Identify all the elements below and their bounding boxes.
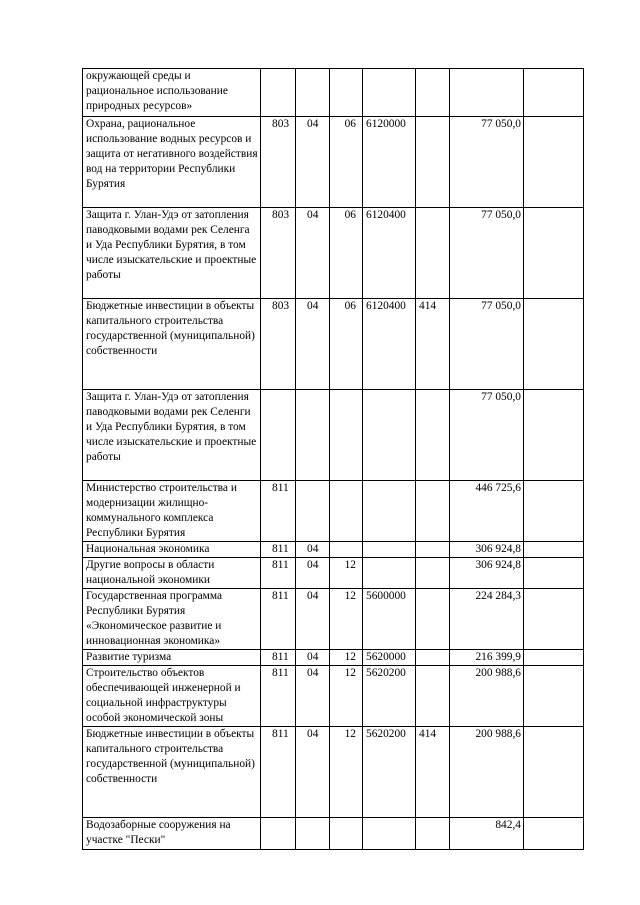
cell-article-code	[363, 818, 416, 850]
budget-table	[82, 68, 584, 850]
cell-amount: 446 725,6	[450, 481, 524, 542]
cell-amount: 306 924,8	[450, 542, 524, 558]
cell-expense-type-code	[416, 650, 450, 666]
cell-section-code: 04	[296, 117, 330, 208]
cell-expense-type-code	[416, 481, 450, 542]
cell-name: Министерство строительства и модернизации жилищно-коммунального комплекса Республики Бурятия	[83, 481, 261, 542]
cell-subsection-code: 12	[330, 666, 363, 727]
cell-section-code: 04	[296, 727, 330, 818]
cell-name: Государственная программа Республики Бурятия «Экономическое развитие и инновационная экономика»	[83, 589, 261, 650]
cell-expense-type-code	[416, 818, 450, 850]
cell-amount: 77 050,0	[450, 117, 524, 208]
table-row	[83, 666, 584, 727]
cell-ministry-code	[261, 390, 296, 481]
cell-extra	[524, 650, 584, 666]
cell-extra	[524, 818, 584, 850]
cell-name: Развитие туризма	[83, 650, 261, 666]
table-row	[83, 727, 584, 818]
cell-ministry-code	[261, 818, 296, 850]
cell-expense-type-code	[416, 542, 450, 558]
cell-ministry-code: 803	[261, 208, 296, 299]
cell-extra	[524, 117, 584, 208]
cell-expense-type-code: 414	[416, 299, 450, 390]
cell-name: Охрана, рациональное использование водных ресурсов и защита от негативного воздействия вод на территории Республики Бурятия	[83, 117, 261, 208]
cell-ministry-code: 811	[261, 727, 296, 818]
cell-extra	[524, 589, 584, 650]
cell-extra	[524, 69, 584, 117]
cell-ministry-code: 811	[261, 650, 296, 666]
cell-extra	[524, 208, 584, 299]
cell-section-code: 04	[296, 558, 330, 589]
cell-ministry-code: 811	[261, 542, 296, 558]
cell-section-code: 04	[296, 589, 330, 650]
cell-section-code	[296, 69, 330, 117]
cell-expense-type-code	[416, 117, 450, 208]
cell-name: Защита г. Улан-Удэ от затопления паводковыми водами рек Селенга и Уда Республики Бурятия, в том числе изыскательские и проектные работы	[83, 208, 261, 299]
cell-subsection-code: 06	[330, 299, 363, 390]
cell-subsection-code: 12	[330, 727, 363, 818]
cell-amount: 842,4	[450, 818, 524, 850]
cell-section-code: 04	[296, 650, 330, 666]
cell-article-code: 6120400	[363, 299, 416, 390]
cell-article-code: 5620200	[363, 666, 416, 727]
cell-expense-type-code	[416, 558, 450, 589]
table-row	[83, 481, 584, 542]
cell-article-code: 6120000	[363, 117, 416, 208]
cell-subsection-code	[330, 390, 363, 481]
table-row	[83, 650, 584, 666]
cell-extra	[524, 390, 584, 481]
cell-subsection-code	[330, 481, 363, 542]
cell-article-code: 5620200	[363, 727, 416, 818]
cell-ministry-code: 811	[261, 589, 296, 650]
cell-subsection-code: 06	[330, 208, 363, 299]
cell-ministry-code: 803	[261, 299, 296, 390]
table-row	[83, 69, 584, 117]
cell-name: Строительство объектов обеспечивающей инженерной и социальной инфраструктуры особой экономической зоны	[83, 666, 261, 727]
cell-section-code	[296, 481, 330, 542]
cell-extra	[524, 558, 584, 589]
cell-name: Водозаборные сооружения на участке "Пески"	[83, 818, 261, 850]
cell-subsection-code	[330, 818, 363, 850]
cell-subsection-code	[330, 69, 363, 117]
table-row	[83, 558, 584, 589]
cell-extra	[524, 481, 584, 542]
cell-expense-type-code: 414	[416, 727, 450, 818]
table-row	[83, 542, 584, 558]
cell-ministry-code	[261, 69, 296, 117]
cell-section-code: 04	[296, 542, 330, 558]
cell-section-code: 04	[296, 666, 330, 727]
cell-article-code: 5620000	[363, 650, 416, 666]
cell-subsection-code: 12	[330, 558, 363, 589]
cell-extra	[524, 727, 584, 818]
cell-article-code: 6120400	[363, 208, 416, 299]
table-row	[83, 299, 584, 390]
cell-expense-type-code	[416, 69, 450, 117]
cell-name: Другие вопросы в области национальной экономики	[83, 558, 261, 589]
cell-subsection-code: 12	[330, 589, 363, 650]
cell-section-code	[296, 818, 330, 850]
cell-amount: 224 284,3	[450, 589, 524, 650]
cell-amount: 77 050,0	[450, 390, 524, 481]
cell-name: Национальная экономика	[83, 542, 261, 558]
cell-amount: 200 988,6	[450, 727, 524, 818]
cell-amount: 306 924,8	[450, 558, 524, 589]
cell-name: Защита г. Улан-Удэ от затопления паводковыми водами рек Селенги и Уда Республики Бурятия, в том числе изыскательские и проектные работы	[83, 390, 261, 481]
cell-article-code	[363, 69, 416, 117]
cell-name: окружающей среды и рациональное использование природных ресурсов»	[83, 69, 261, 117]
cell-article-code: 5600000	[363, 589, 416, 650]
cell-ministry-code: 811	[261, 558, 296, 589]
cell-section-code: 04	[296, 208, 330, 299]
cell-amount: 77 050,0	[450, 299, 524, 390]
table-row	[83, 589, 584, 650]
cell-amount: 216 399,9	[450, 650, 524, 666]
cell-article-code	[363, 542, 416, 558]
cell-section-code	[296, 390, 330, 481]
cell-ministry-code: 811	[261, 481, 296, 542]
cell-section-code: 04	[296, 299, 330, 390]
cell-article-code	[363, 558, 416, 589]
cell-name: Бюджетные инвестиции в объекты капитального строительства государственной (муниципальной) собственности	[83, 299, 261, 390]
table-body	[83, 69, 584, 850]
table-row	[83, 818, 584, 850]
cell-ministry-code: 803	[261, 117, 296, 208]
table-row	[83, 117, 584, 208]
cell-extra	[524, 299, 584, 390]
cell-amount: 77 050,0	[450, 208, 524, 299]
cell-name: Бюджетные инвестиции в объекты капитального строительства государственной (муниципальной) собственности	[83, 727, 261, 818]
cell-amount	[450, 69, 524, 117]
cell-extra	[524, 666, 584, 727]
cell-subsection-code	[330, 542, 363, 558]
cell-amount: 200 988,6	[450, 666, 524, 727]
cell-expense-type-code	[416, 208, 450, 299]
cell-article-code	[363, 481, 416, 542]
cell-expense-type-code	[416, 589, 450, 650]
cell-article-code	[363, 390, 416, 481]
cell-subsection-code: 06	[330, 117, 363, 208]
cell-subsection-code: 12	[330, 650, 363, 666]
table-row	[83, 208, 584, 299]
cell-expense-type-code	[416, 390, 450, 481]
cell-extra	[524, 542, 584, 558]
table-row	[83, 390, 584, 481]
cell-expense-type-code	[416, 666, 450, 727]
cell-ministry-code: 811	[261, 666, 296, 727]
